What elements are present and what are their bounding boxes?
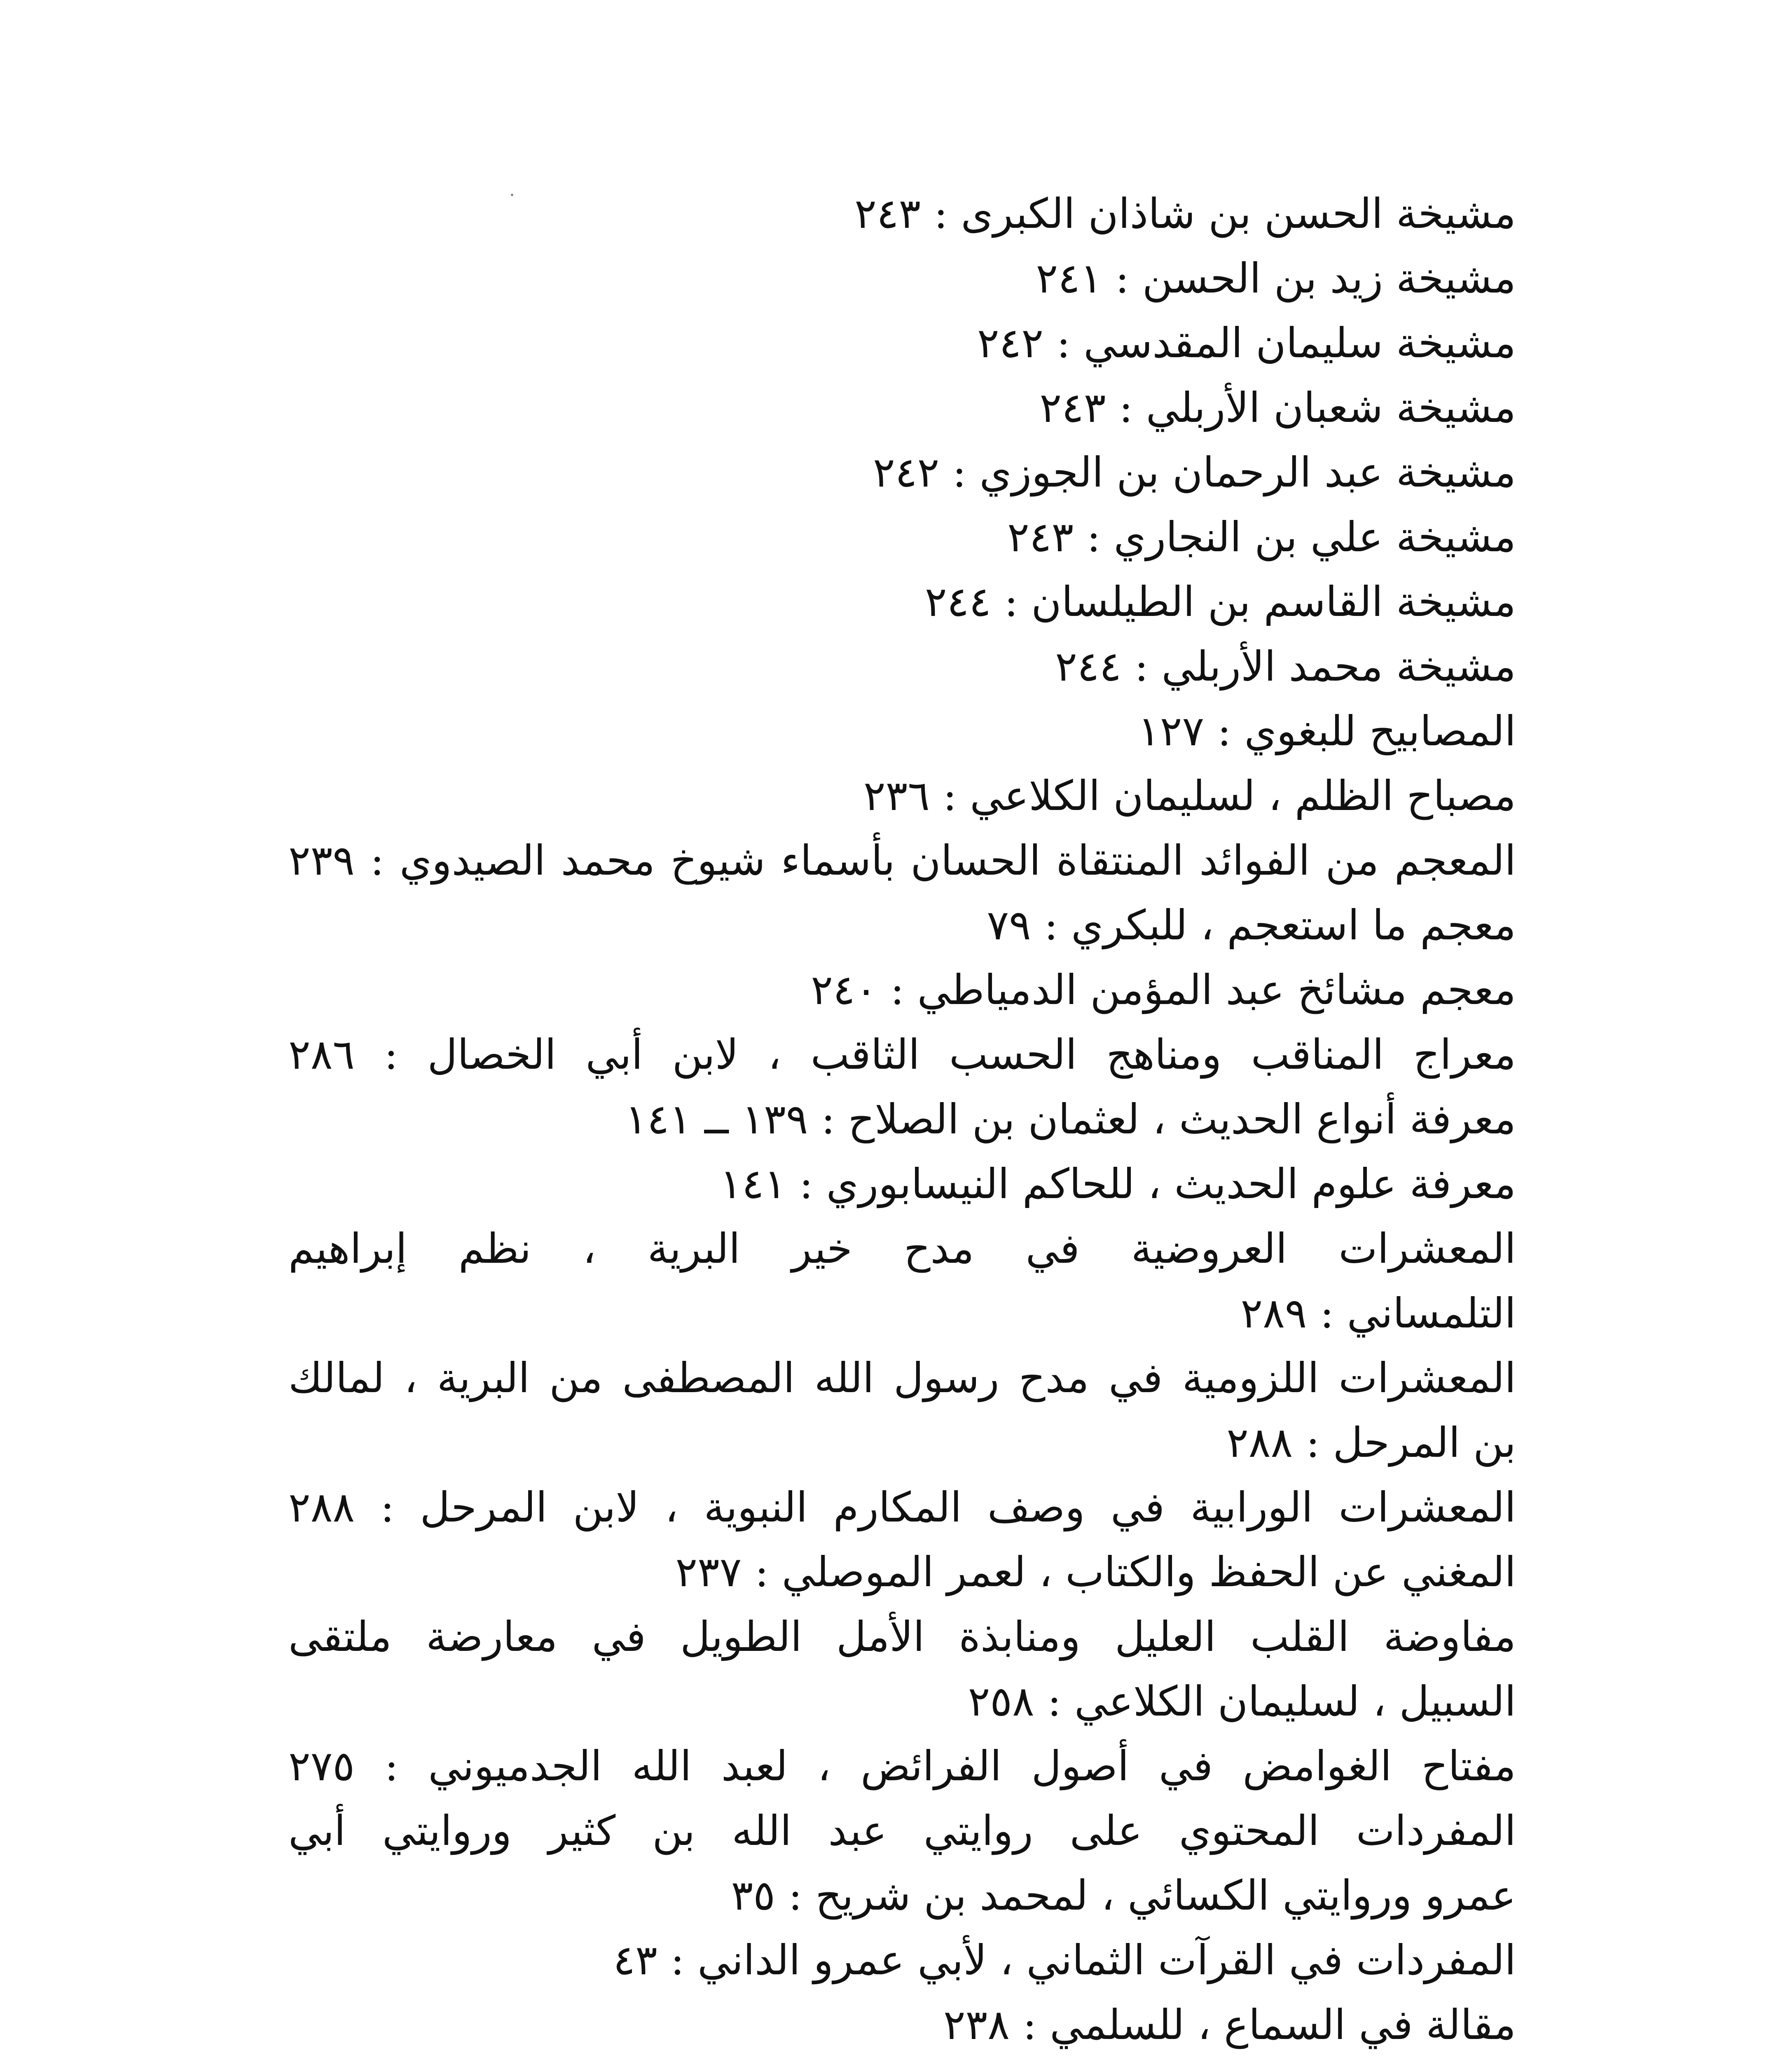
index-entry-line: مشيخة عبد الرحمان بن الجوزي : ٢٤٢ (873, 448, 1516, 496)
index-entry-line (288, 2057, 1516, 2060)
index-column (288, 181, 1516, 2060)
index-entry-line: مشيخة محمد الأربلي : ٢٤٤ (1055, 642, 1516, 691)
index-entry-line: المفردات المحتوي على روايتي عبد الله بن كثير وروايتي أبي (288, 1807, 1516, 1855)
index-entry-line: معجم ما استعجم ، للبكري : ٧٩ (987, 901, 1516, 949)
index-entry-line: السبيل ، لسليمان الكلاعي : ٢٥٨ (968, 1677, 1516, 1725)
index-entry-line: مشيخة القاسم بن الطيلسان : ٢٤٤ (924, 578, 1516, 626)
index-entry-line: المعجم من الفوائد المنتقاة الحسان بأسماء شيوخ محمد الصيدوي : ٢٣٩ (288, 836, 1516, 885)
index-entry-line: التلمساني : ٢٨٩ (1240, 1289, 1516, 1337)
index-entry-line: معراج المناقب ومناهج الحسب الثاقب ، لابن أبي الخصال : ٢٨٦ (288, 1030, 1516, 1079)
index-entry-line: مفاوضة القلب العليل ومنابذة الأمل الطويل في معارضة ملتقى (288, 1613, 1516, 1661)
index-entry-line: مصباح الظلم ، لسليمان الكلاعي : ٢٣٦ (863, 772, 1516, 820)
index-entry-line: المغني عن الحفظ والكتاب ، لعمر الموصلي : ٢٣٧ (675, 1548, 1516, 1596)
index-entry-line: المعشرات اللزومية في مدح رسول الله المصطفى من البرية ، لمالك (288, 1354, 1516, 1402)
index-entry-line: بن المرحل : ٢٨٨ (1226, 1419, 1516, 1467)
index-entry-line: مشيخة زيد بن الحسن : ٢٤١ (1036, 254, 1516, 302)
index-entry-line: معرفة أنواع الحديث ، لعثمان بن الصلاح : ١٣٩ ــ ١٤١ (625, 1095, 1516, 1143)
index-entry-line: المفردات في القرآت الثماني ، لأبي عمرو الداني : ٤٣ (613, 1936, 1516, 1984)
index-entry-line: معرفة علوم الحديث ، للحاكم النيسابوري : ١٤١ (720, 1160, 1516, 1208)
index-entry-line: مقالة في السماع ، للسلمي : ٢٣٨ (943, 2001, 1516, 2049)
index-entry-line: مشيخة الحسن بن شاذان الكبرى : ٢٤٣ (854, 190, 1516, 238)
index-entry-line: مشيخة علي بن النجاري : ٢٤٣ (1007, 513, 1516, 561)
index-entry-line: المصابيح للبغوي : ١٢٧ (1138, 707, 1516, 755)
index-entry-line: معجم مشائخ عبد المؤمن الدمياطي : ٢٤٠ (811, 966, 1516, 1014)
index-entry-line: مشيخة سليمان المقدسي : ٢٤٢ (977, 319, 1516, 367)
index-entry-line: المعشرات العروضية في مدح خير البرية ، نظم إبراهيم (288, 1224, 1516, 1273)
index-entry-line: مشيخة شعبان الأربلي : ٢٤٣ (1039, 384, 1516, 432)
index-entry-line: مفتاح الغوامض في أصول الفرائض ، لعبد الله الجدميوني : ٢٧٥ (288, 1742, 1516, 1790)
index-entry-line: المعشرات الورابية في وصف المكارم النبوية ، لابن المرحل : ٢٨٨ (288, 1483, 1516, 1531)
index-entry-line: عمرو وروايتي الكسائي ، لمحمد بن شريح : ٣٥ (731, 1871, 1516, 1920)
